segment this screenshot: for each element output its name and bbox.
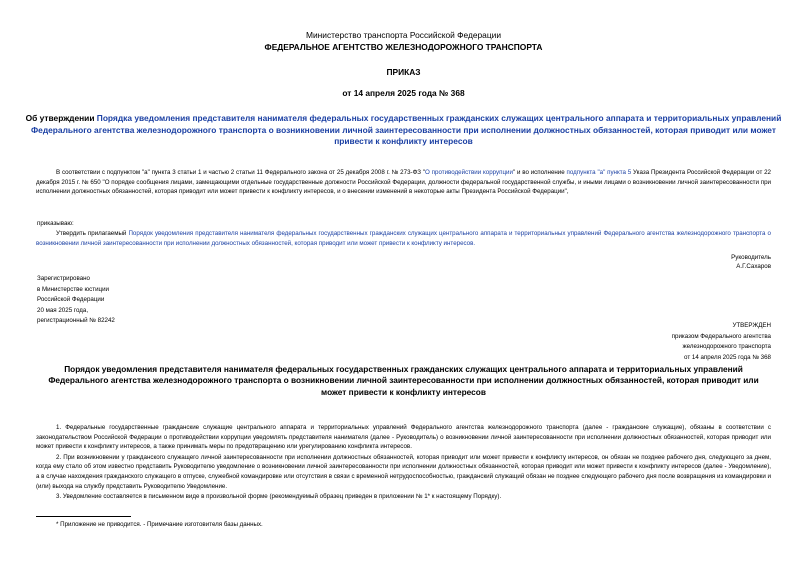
signer-position: Руководитель [731,254,771,261]
approve-text: Утвердить прилагаемый [56,230,129,237]
registration-block [37,271,115,326]
registration-line: Российской Федерации [37,296,105,304]
preamble-text-1: В соответствии с подпунктом "а" пункта 3 статьи 1 и частью 2 статьи 11 Федерального закона от 25 декабря 2008 г. № 273-ФЗ " [56,169,426,176]
approval-line: приказом Федерального агентства [671,332,771,340]
doc-date: от 14 апреля 2025 года № 368 [342,88,465,98]
registration-line: регистрационный № 82242 [37,317,115,325]
footnote: * Приложение не приводится. - Примечание изготовителя базы данных. [56,521,263,528]
signer-name: А.Г.Сахаров [736,263,771,270]
anticorruption-law-link[interactable]: О противодействии коррупции [425,169,513,176]
order-word: приказываю: [37,220,74,227]
ministry-name: Министерство транспорта Российской Федерации [306,30,501,40]
doc-type: ПРИКАЗ [386,67,421,77]
registration-line: Зарегистрировано [37,275,90,282]
preamble-text-3: Указа Президента Российской Федерации от 22 декабря 2015 г. № 650 "О порядке сообщения лицами, замещающими отдельные государственные должности Российской Федерации, должности федеральной государственной службы, и иными лицами о возникновении личной заинтересованности при исполнении должностных обязанностей, которая приводит или может привести к конфликту интересов, и о внесении изменений в некоторые акты Президента Российской Федерации", [36,169,771,196]
registration-line: 20 мая 2025 года, [37,306,89,314]
procedure-items [36,423,771,502]
decree-subclause-link[interactable]: подпункта "а" пункта 5 [566,169,632,176]
preamble-text-2: " и во исполнение [512,169,567,176]
procedure-item: 2. При возникновении у гражданского служащего личной заинтересованности при исполнении должностных обязанностей, которая приводит или может привести к конфликту интересов, он обязан не позднее рабочего дня, следующего за днем, когда ему стало об этом известно представить Руководителю уведомление о возникновении личной заинтересованности при исполнении должностных обязанностей, которая приводит или может привести к конфликту интересов (далее - Уведомление), а в случае нахождения гражданского служащего в отпуске, служебной командировке или отсутствия в связи с временной нетрудоспособностью, гражданский служащий обязан не позднее следующего рабочего дня после возвращения из командировки и (или) выхода на службу представить Руководителю Уведомление. [36,453,771,490]
approval-line: железнодорожного транспорта [682,343,771,351]
footnote-divider [36,516,131,517]
agency-name: ФЕДЕРАЛЬНОЕ АГЕНТСТВО ЖЕЛЕЗНОДОРОЖНОГО ТРАНСПОРТА [264,42,543,52]
approve-procedure-link[interactable]: Порядок уведомления представителя нанимателя федеральных государственных гражданских служащих центрального аппарата и территориальных управлений Федерального агентства железнодорожного транспорта о возникновении личной заинтересованности при исполнении должностных обязанностей, которая приводит или может привести к конфликту интересов. [36,230,772,247]
preamble-paragraph [36,168,771,197]
registration-line: в Министерстве юстиции [37,285,110,293]
procedure-title: Порядок уведомления представителя нанимателя федеральных государственных гражданских служащих центрального аппарата и территориальных управлений Федерального агентства железнодорожного транспорта о возникновении личной заинтересованности при исполнении должностных обязанностей, которая приводит или может привести к конфликту интересов [48,364,759,397]
approval-line: УТВЕРЖДЕН [732,322,771,329]
procedure-item: 1. Федеральные государственные гражданские служащие центрального аппарата и территориальных управлений Федерального агентства железнодорожного транспорта (далее - гражданские служащие), обязаны в соответствии с законодательством Российской Федерации о противодействии коррупции уведомлять представителя нанимателя (далее - Руководитель) о возникновении личной заинтересованности при исполнении должностных обязанностей, которая приводит или может привести к конфликту интересов, а также принимать меры по предотвращению или урегулированию конфликта интересов. [36,424,771,451]
title-prefix: Об утверждении [25,113,97,123]
procedure-link[interactable]: Порядка уведомления представителя нанимателя федеральных государственных гражданских служащих центрального аппарата и территориальных управлений Федерального агентства железнодорожного транспорта о возникновении личной заинтересованности при исполнении должностных обязанностей, которая приводит или может привести к конфликту интересов [31,113,782,147]
approve-paragraph [36,229,771,248]
approval-line: от 14 апреля 2025 года № 368 [684,353,771,361]
procedure-item: 3. Уведомление составляется в письменном виде в произвольной форме (рекомендуемый образец приведен в приложении № 1* к настоящему Порядку). [56,493,502,501]
approval-block [672,321,771,362]
order-title [12,113,795,148]
